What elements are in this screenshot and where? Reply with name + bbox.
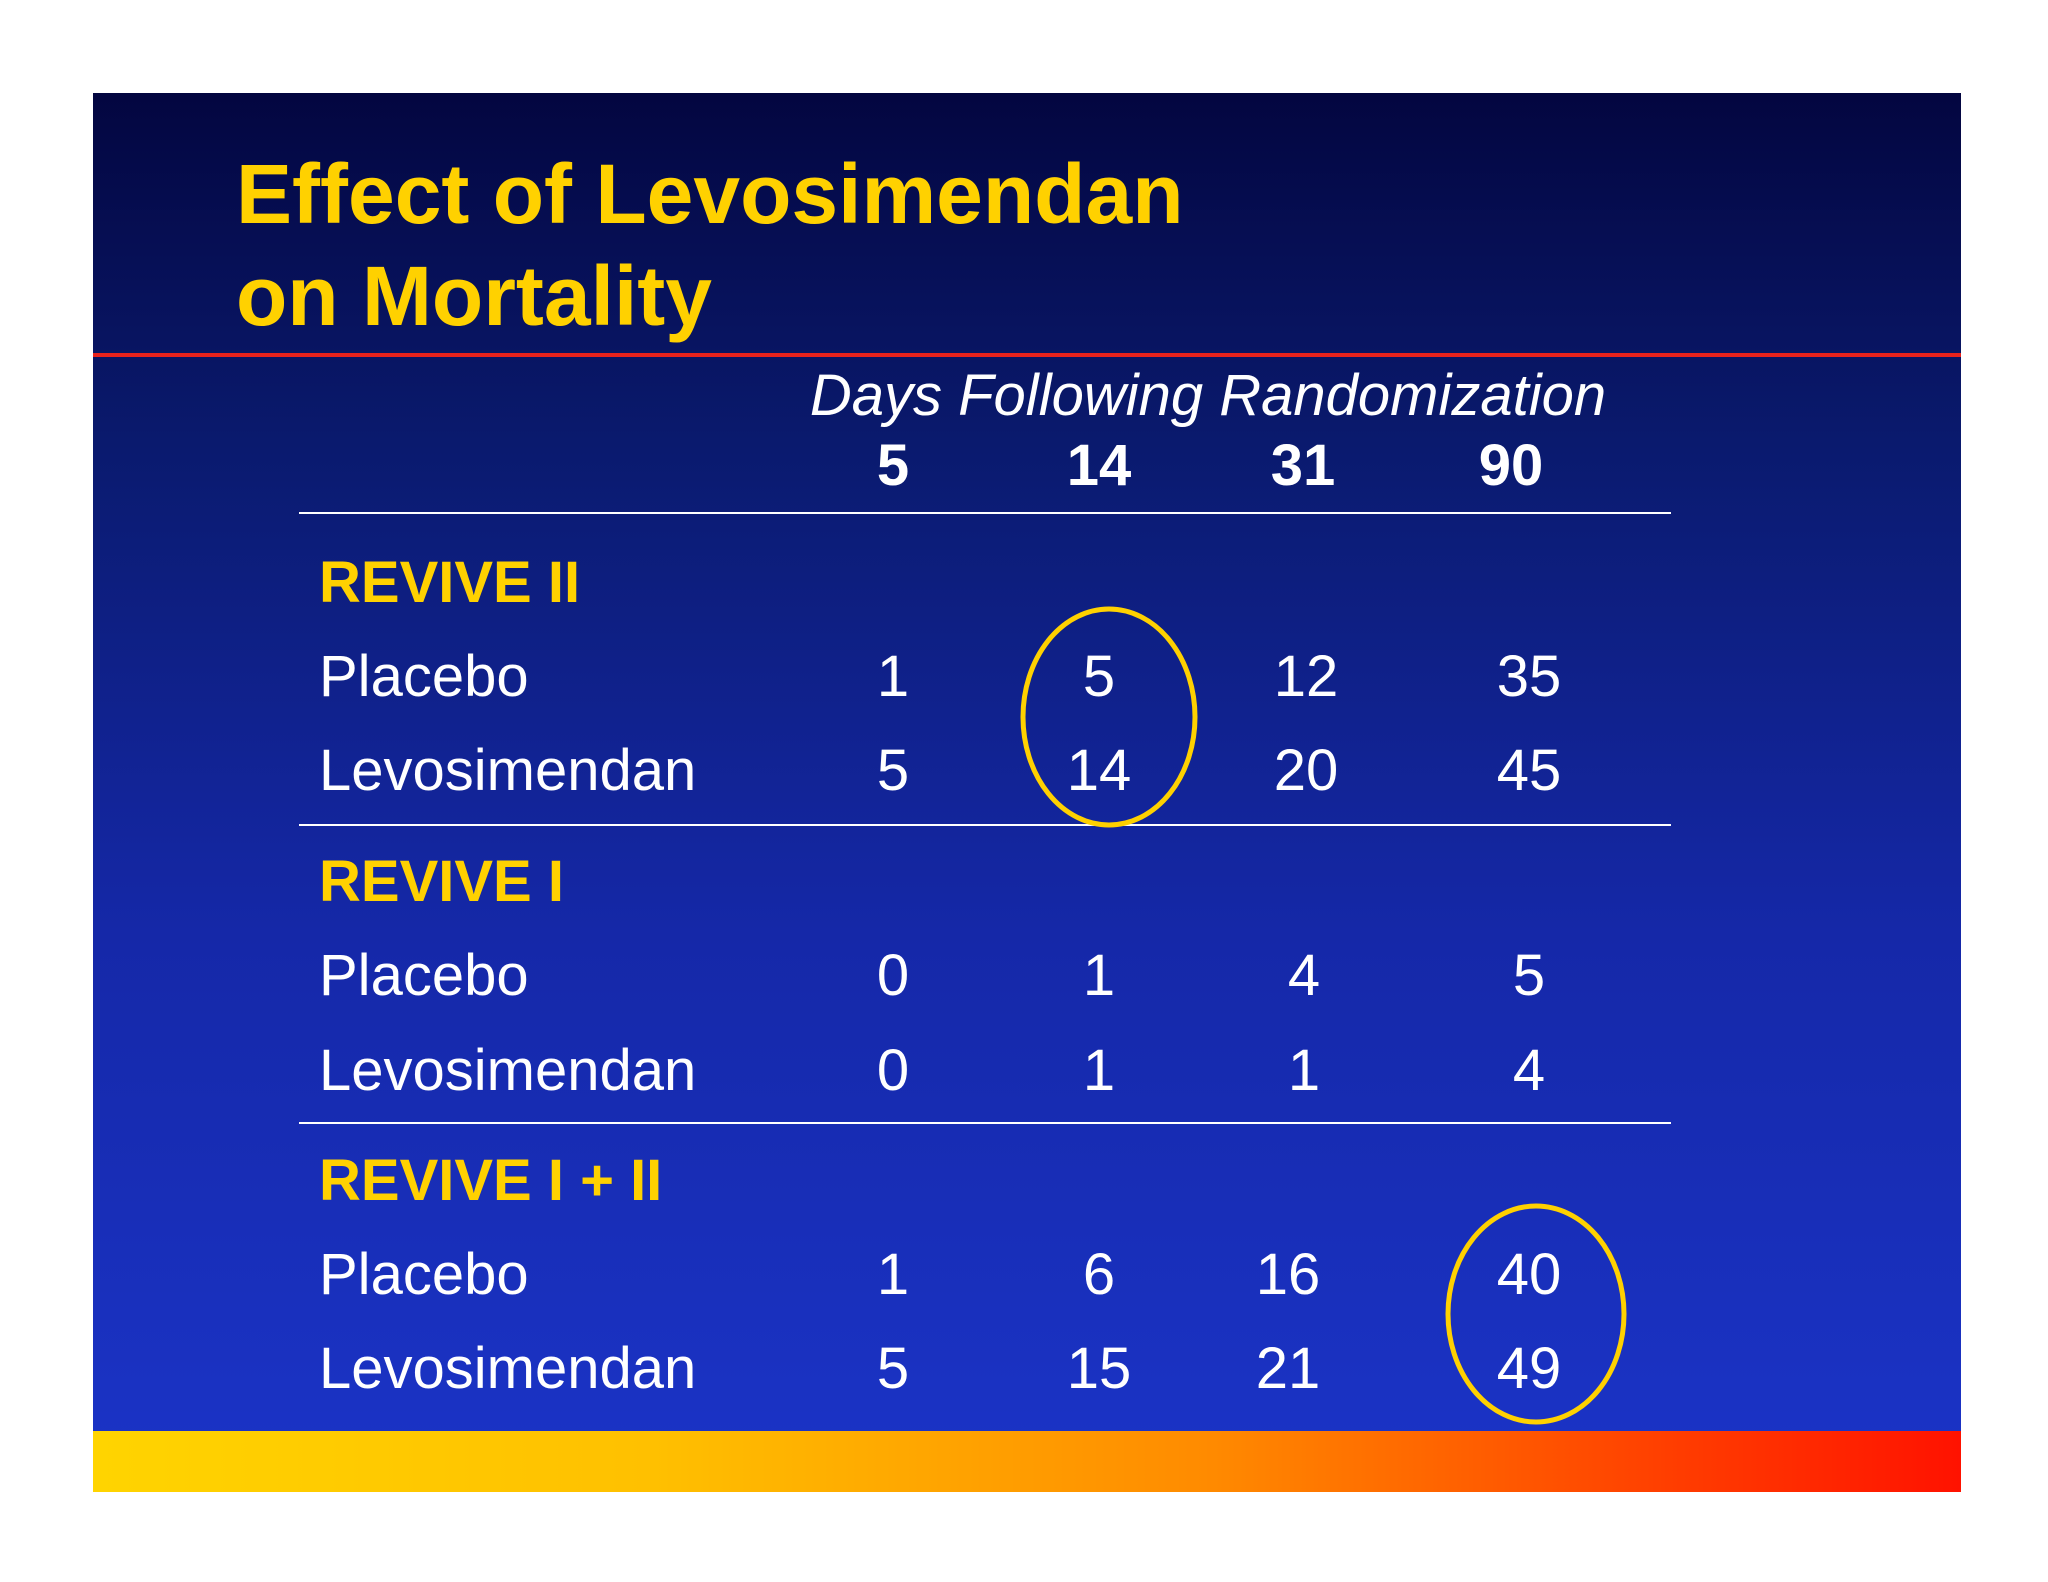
section-label-revive-ii: REVIVE II [319,550,581,615]
table-cell: 4 [1512,1038,1546,1103]
table-cell: 1 [1287,1038,1321,1103]
row-label: Placebo [319,1242,529,1307]
header-rule [299,512,1671,514]
row-label: Levosimendan [319,1336,697,1401]
section-label-revive-i-plus-ii: REVIVE I + II [319,1148,663,1213]
table-cell: 14 [1066,738,1132,803]
table-cell: 0 [876,1038,910,1103]
table-cell: 20 [1273,738,1339,803]
table-cell: 5 [1082,644,1116,709]
table-cell: 5 [876,738,910,803]
table-cell: 12 [1273,644,1339,709]
row-label: Placebo [319,943,529,1008]
table-cell: 45 [1496,738,1562,803]
slide-title [236,143,1184,347]
table-cell: 1 [1082,1038,1116,1103]
row-label: Levosimendan [319,738,697,803]
row-label: Levosimendan [319,1038,697,1103]
table-cell: 1 [1082,943,1116,1008]
table-cell: 40 [1496,1242,1562,1307]
column-header-day-5: 5 [876,433,910,498]
table-cell: 6 [1082,1242,1116,1307]
slide [93,93,1961,1492]
section-label-revive-i: REVIVE I [319,849,564,914]
slide-title-line-2: on Mortality [236,249,712,343]
table-cell: 5 [876,1336,910,1401]
table-cell: 35 [1496,644,1562,709]
column-header-day-14: 14 [1066,433,1132,498]
column-header-day-90: 90 [1478,433,1544,498]
section-rule [299,1122,1671,1124]
table-cell: 16 [1255,1242,1321,1307]
table-cell: 4 [1287,943,1321,1008]
table-cell: 1 [876,644,910,709]
column-header-day-31: 31 [1270,433,1336,498]
section-rule [299,824,1671,826]
bottom-gradient-bar [93,1431,1961,1492]
table-cell: 49 [1496,1336,1562,1401]
table-cell: 15 [1066,1336,1132,1401]
row-label: Placebo [319,644,529,709]
title-divider [93,353,1961,357]
table-cell: 0 [876,943,910,1008]
table-cell: 1 [876,1242,910,1307]
slide-title-line-1: Effect of Levosimendan [236,147,1184,241]
table-caption: Days Following Randomization [809,363,1607,428]
table-cell: 5 [1512,943,1546,1008]
table-cell: 21 [1255,1336,1321,1401]
